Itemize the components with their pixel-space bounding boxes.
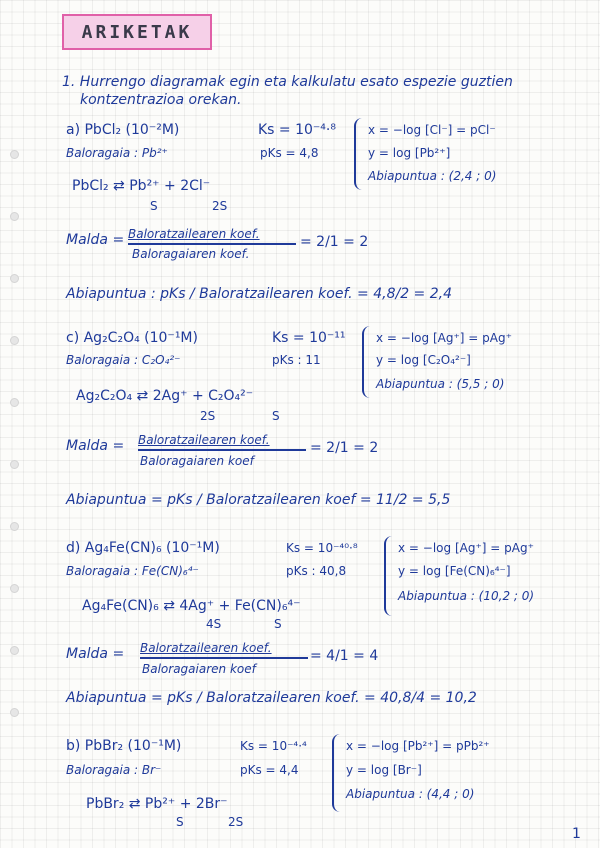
section-d-stoich-1: 4S	[206, 617, 222, 631]
section-c-y-eq: y = log [C₂O₄²⁻]	[376, 353, 471, 367]
section-b-prec: Baloragaia : Br⁻	[66, 763, 162, 777]
section-b-header: b) PbBr₂ (10⁻¹M)	[66, 738, 182, 754]
section-b-stoich-1: S	[176, 815, 184, 829]
section-a-stoich-2: 2S	[212, 199, 228, 213]
section-a-slope-result: = 2/1 = 2	[300, 234, 369, 250]
section-c-x-eq: x = −log [Ag⁺] = pAg⁺	[376, 331, 512, 345]
section-b-y-eq: y = log [Br⁻]	[346, 763, 422, 777]
section-a-ks: Ks = 10⁻⁴·⁸	[258, 122, 336, 138]
section-c-prec: Baloragaia : C₂O₄²⁻	[66, 353, 181, 367]
section-b-pks: pKs = 4,4	[240, 763, 299, 777]
section-a-slope-num: Baloratzailearen koef.	[128, 227, 260, 241]
section-d-prec: Baloragaia : Fe(CN)₆⁴⁻	[66, 564, 199, 578]
section-d-start-calc: Abiapuntua = pKs / Baloratzailearen koef. = 40,8/4 = 10,2	[66, 690, 477, 706]
section-d-bracket	[384, 536, 394, 616]
section-a-start-point: Abiapuntua : (2,4 ; 0)	[368, 169, 497, 183]
section-d-x-eq: x = −log [Ag⁺] = pAg⁺	[398, 541, 534, 555]
section-a-slope-den: Baloragaiaren koef.	[132, 247, 250, 261]
title-box	[62, 14, 212, 50]
section-c-header: c) Ag₂C₂O₄ (10⁻¹M)	[66, 330, 198, 346]
section-c-stoich-1: 2S	[200, 409, 216, 423]
section-a-stoich-1: S	[150, 199, 158, 213]
section-d-ks: Ks = 10⁻⁴⁰·⁸	[286, 541, 358, 555]
section-d-stoich-2: S	[274, 617, 282, 631]
section-d-slope-result: = 4/1 = 4	[310, 648, 379, 664]
section-c-bracket	[362, 326, 372, 398]
section-d-y-eq: y = log [Fe(CN)₆⁴⁻]	[398, 564, 511, 578]
section-a-fraction-bar	[128, 243, 296, 245]
section-d-start-point: Abiapuntua : (10,2 ; 0)	[398, 589, 535, 603]
section-b-ks: Ks = 10⁻⁴·⁴	[240, 739, 307, 753]
section-c-stoich-2: S	[272, 409, 280, 423]
intro-line-2: kontzentrazioa orekan.	[80, 92, 242, 108]
section-d-header: d) Ag₄Fe(CN)₆ (10⁻¹M)	[66, 540, 220, 556]
page-title: ARIKETAK	[81, 22, 193, 43]
section-d-pks: pKs : 40,8	[286, 564, 347, 578]
section-c-pks: pKs : 11	[272, 353, 321, 367]
section-b-x-eq: x = −log [Pb²⁺] = pPb²⁺	[346, 739, 490, 753]
section-c-start-point: Abiapuntua : (5,5 ; 0)	[376, 377, 505, 391]
section-d-reaction: Ag₄Fe(CN)₆ ⇄ 4Ag⁺ + Fe(CN)₆⁴⁻	[82, 598, 301, 614]
section-d-fraction-bar	[140, 657, 308, 659]
intro-line-1: 1. Hurrengo diagramak egin eta kalkulatu esato espezie guztien	[62, 74, 513, 90]
section-a-start-calc: Abiapuntua : pKs / Baloratzailearen koef. = 4,8/2 = 2,4	[66, 286, 452, 302]
section-b-start-point: Abiapuntua : (4,4 ; 0)	[346, 787, 475, 801]
section-c-start-calc: Abiapuntua = pKs / Baloratzailearen koef = 11/2 = 5,5	[66, 492, 451, 508]
section-c-slope-den: Baloragaiaren koef	[140, 454, 254, 468]
section-b-bracket	[332, 734, 342, 812]
section-c-slope-label: Malda =	[66, 438, 125, 454]
section-b-stoich-2: 2S	[228, 815, 244, 829]
section-a-bracket	[354, 118, 364, 190]
section-c-slope-num: Baloratzailearen koef.	[138, 433, 270, 447]
section-a-prec: Baloragaia : Pb²⁺	[66, 146, 168, 160]
section-a-header: a) PbCl₂ (10⁻²M)	[66, 122, 180, 138]
section-c-reaction: Ag₂C₂O₄ ⇄ 2Ag⁺ + C₂O₄²⁻	[76, 388, 254, 404]
section-a-x-eq: x = −log [Cl⁻] = pCl⁻	[368, 123, 496, 137]
section-a-reaction: PbCl₂ ⇄ Pb²⁺ + 2Cl⁻	[72, 178, 211, 194]
section-d-slope-label: Malda =	[66, 646, 125, 662]
section-d-slope-den: Baloragaiaren koef	[142, 662, 256, 676]
section-a-pks: pKs = 4,8	[260, 146, 319, 160]
section-a-slope-label: Malda =	[66, 232, 125, 248]
section-b-reaction: PbBr₂ ⇄ Pb²⁺ + 2Br⁻	[86, 796, 228, 812]
section-d-slope-num: Baloratzailearen koef.	[140, 641, 272, 655]
section-c-ks: Ks = 10⁻¹¹	[272, 330, 346, 346]
section-a-y-eq: y = log [Pb²⁺]	[368, 146, 451, 160]
section-c-fraction-bar	[138, 449, 306, 451]
section-c-slope-result: = 2/1 = 2	[310, 440, 379, 456]
page-number: 1	[572, 826, 581, 842]
